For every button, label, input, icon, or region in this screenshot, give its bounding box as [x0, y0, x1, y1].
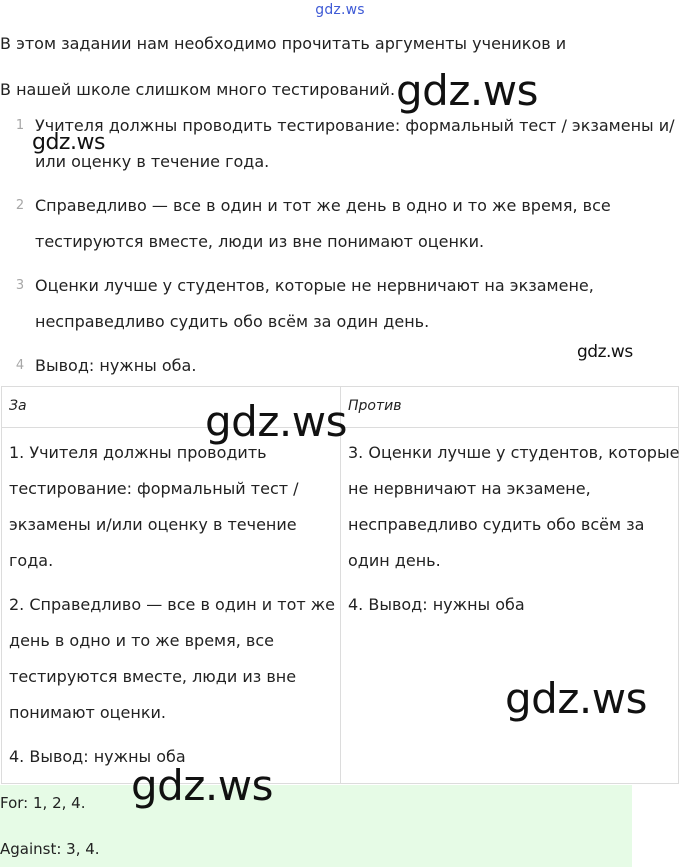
site-label-link[interactable]: gdz.ws — [315, 2, 365, 18]
against-column-cell — [348, 435, 679, 623]
list-number: 4 — [15, 358, 25, 373]
watermark-logo: gdz.ws — [32, 130, 105, 155]
statement-text: В нашей школе слишком много тестирований. — [0, 80, 396, 99]
list-item-text — [35, 108, 680, 180]
for-argument-4: 4. Вывод: нужны оба — [9, 747, 186, 766]
answer-against-line: Against: 3, 4. — [0, 840, 100, 858]
watermark-logo: gdz.ws — [131, 761, 273, 810]
for-column-header: За — [9, 398, 27, 414]
list-item-text — [35, 188, 680, 260]
list-item-line: тестируются вместе, люди из вне понимают оценки. — [35, 232, 485, 251]
list-item-line: или оценку в течение года. — [35, 152, 270, 171]
against-argument-3: 3. Оценки лучше у студентов, которые не нервничают на экзамене, несправедливо судить обо всём за один день. — [348, 443, 680, 570]
watermark-logo: gdz.ws — [205, 397, 347, 446]
list-item-line: несправедливо судить обо всём за один день. — [35, 312, 430, 331]
list-item-line: Вывод: нужны оба. — [35, 356, 197, 375]
for-argument-1: 1. Учителя должны проводить тестирование: формальный тест / экзамены и/или оценку в течение года. — [9, 443, 299, 570]
list-item-line: Учителя должны проводить тестирование: формальный тест / экзамены и/ — [35, 116, 675, 135]
list-item-line: Оценки лучше у студентов, которые не нервничают на экзамене, — [35, 276, 594, 295]
against-column-header: Против — [348, 398, 402, 414]
watermark-logo: gdz.ws — [577, 342, 633, 362]
answer-box — [0, 785, 632, 867]
list-number: 1 — [15, 118, 25, 133]
watermark-logo: gdz.ws — [396, 66, 538, 115]
for-column-cell — [9, 435, 335, 775]
answer-for-line: For: 1, 2, 4. — [0, 794, 86, 812]
table-divider — [340, 387, 341, 783]
list-number: 2 — [15, 198, 25, 213]
for-argument-2: 2. Справедливо — все в один и тот же день в одно и то же время, все тестируются вместе, люди из вне понимают оценки. — [9, 595, 336, 722]
watermark-logo: gdz.ws — [505, 674, 647, 723]
list-item-line: Справедливо — все в один и тот же день в одно и то же время, все — [35, 196, 611, 215]
list-item-text — [35, 268, 680, 340]
list-number: 3 — [15, 278, 25, 293]
against-argument-4: 4. Вывод: нужны оба — [348, 595, 525, 614]
intro-text: В этом задании нам необходимо прочитать аргументы учеников и — [0, 34, 567, 53]
